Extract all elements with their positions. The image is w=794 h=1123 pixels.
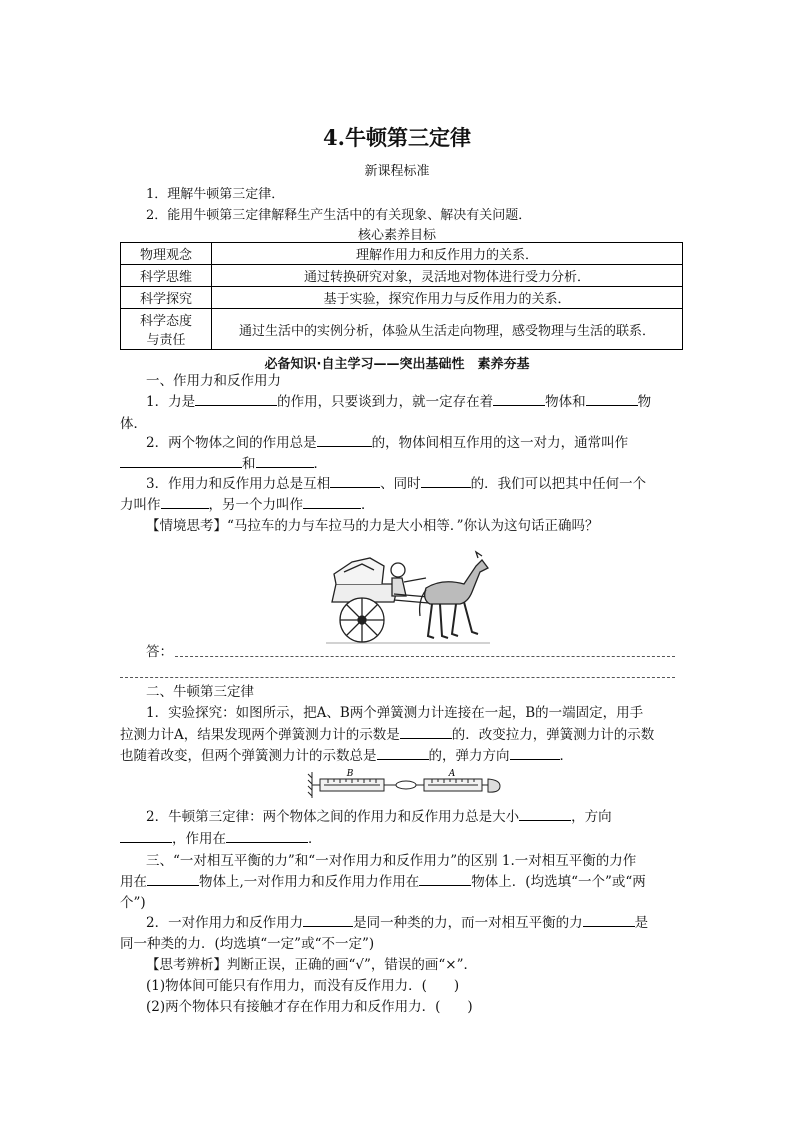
text: 2．牛顿第三定律：两个物体之间的作用力和反作用力总是大小 bbox=[146, 809, 520, 825]
s1-think bbox=[146, 515, 599, 537]
blank bbox=[147, 873, 199, 886]
judge-text: 判断正误，正确的画“√”，错误的画“×”． bbox=[227, 957, 478, 973]
think-tag: 【情境思考】 bbox=[146, 518, 227, 534]
goals-row bbox=[121, 243, 683, 265]
s3-line2 bbox=[120, 871, 646, 893]
text: 物 bbox=[637, 394, 652, 410]
standard-item-1: 1．理解牛顿第三定律． bbox=[146, 187, 285, 202]
goals-value: 基于实验，探究作用力与反作用力的关系． bbox=[212, 287, 683, 309]
goals-row bbox=[121, 287, 683, 309]
s1-p2-line2 bbox=[120, 453, 327, 475]
goals-heading: 核心素养目标 bbox=[357, 228, 436, 243]
goals-key-line-1: 科学态度 bbox=[139, 314, 192, 329]
text: 1．力是 bbox=[146, 394, 196, 410]
blank bbox=[256, 455, 314, 468]
s1-p3-line1 bbox=[146, 473, 646, 495]
text: ． bbox=[361, 497, 375, 513]
goals-value: 通过生活中的实例分析，体验从生活走向物理，感受物理与生活的联系． bbox=[212, 309, 683, 350]
text: 的作用，只要谈到力，就一定存在着 bbox=[277, 394, 494, 410]
text: 的，物体间相互作用的这一对力，通常叫作 bbox=[371, 435, 629, 451]
s3-line3: 个”) bbox=[120, 895, 146, 911]
blank bbox=[120, 455, 242, 468]
text: ，方向 bbox=[571, 809, 612, 825]
judge-question-2: (2)两个物体只有接触才存在作用力和反作用力．( ) bbox=[146, 999, 473, 1015]
page-title: 4.牛顿第三定律 bbox=[323, 125, 471, 150]
blank bbox=[519, 808, 571, 821]
s3-p2-line2: 同一种类的力．(均选填“一定”或“不一定”) bbox=[120, 936, 375, 952]
s2-p1-line2 bbox=[120, 724, 654, 746]
text: 的．改变拉力，弹簧测力计的示数 bbox=[451, 727, 655, 743]
blank bbox=[330, 475, 380, 488]
s1-p3-line2 bbox=[120, 494, 375, 516]
text: ，另一个力叫作 bbox=[208, 497, 303, 513]
text: 是 bbox=[634, 915, 649, 931]
s2-p2-line1 bbox=[146, 806, 612, 828]
s3-line1: 三、“一对相互平衡的力”和“一对作用力和反作用力”的区别 1.一对相互平衡的力作 bbox=[146, 853, 637, 869]
blank bbox=[161, 496, 209, 509]
blank bbox=[493, 393, 545, 406]
judge-question-1: (1)物体间可能只有作用力，而没有反作用力．( ) bbox=[146, 978, 460, 994]
blank bbox=[583, 914, 635, 927]
blank bbox=[510, 747, 560, 760]
text: 也随着改变，但两个弹簧测力计的示数总是 bbox=[120, 748, 377, 764]
scale-b-label: B bbox=[346, 769, 354, 779]
goals-key bbox=[121, 309, 212, 350]
judge-tag: 【思考辨析】 bbox=[146, 957, 227, 973]
text: ． bbox=[313, 456, 327, 472]
standard-heading: 新课程标准 bbox=[364, 164, 430, 179]
text: 的，弹力方向 bbox=[428, 748, 510, 764]
text: 物体上．(均选填“一个”或“两 bbox=[471, 874, 646, 890]
text: 力叫作 bbox=[120, 497, 161, 513]
answer-line-1 bbox=[175, 656, 675, 657]
s1-p2-line1 bbox=[146, 432, 628, 454]
text: ． bbox=[308, 831, 322, 847]
text: 、同时 bbox=[380, 476, 421, 492]
text: 拉测力计A，结果发现两个弹簧测力计的示数是 bbox=[120, 727, 400, 743]
s2-p1-line1: 1．实验探究：如图所示，把A、B两个弹簧测力计连接在一起，B的一端固定，用手 bbox=[146, 705, 644, 721]
goals-row bbox=[121, 265, 683, 287]
blank bbox=[377, 747, 429, 760]
s2-p2-line2 bbox=[120, 828, 322, 850]
text: 和 bbox=[242, 456, 256, 472]
goals-key-line-2: 与责任 bbox=[146, 333, 186, 348]
blank bbox=[120, 830, 172, 843]
text: 物体上,一对作用力和反作用力作用在 bbox=[199, 874, 420, 890]
goals-table bbox=[120, 242, 683, 350]
knowledge-heading: 必备知识·自主学习——突出基础性 素养夯基 bbox=[264, 357, 530, 372]
standard-item-2: 2．能用牛顿第三定律解释生产生活中的有关现象、解决有关问题． bbox=[146, 208, 532, 223]
text: 是同一种类的力，而一对相互平衡的力 bbox=[353, 915, 583, 931]
s2-p1-line3 bbox=[120, 745, 573, 767]
s1-p1-line2: 体． bbox=[120, 416, 147, 432]
horse-cart-illustration bbox=[322, 544, 494, 650]
goals-value: 理解作用力和反作用力的关系． bbox=[212, 243, 683, 265]
blank bbox=[303, 496, 361, 509]
spring-scales-diagram bbox=[306, 766, 502, 802]
text: 用在 bbox=[120, 874, 147, 890]
goals-row bbox=[121, 309, 683, 350]
goals-value: 通过转换研究对象，灵活地对物体进行受力分析． bbox=[212, 265, 683, 287]
answer-label: 答： bbox=[146, 644, 173, 660]
s3-judge bbox=[146, 954, 477, 976]
blank bbox=[400, 726, 452, 739]
s2-heading: 二、牛顿第三定律 bbox=[146, 684, 254, 700]
blank bbox=[303, 914, 353, 927]
text: 2．两个物体之间的作用总是 bbox=[146, 435, 317, 451]
blank bbox=[586, 393, 638, 406]
goals-key: 科学思维 bbox=[121, 265, 212, 287]
scale-a-label: A bbox=[448, 769, 456, 779]
text: 3．作用力和反作用力总是互相 bbox=[146, 476, 331, 492]
blank bbox=[421, 475, 471, 488]
text: 的．我们可以把其中任何一个 bbox=[470, 476, 647, 492]
blank bbox=[226, 830, 308, 843]
blank bbox=[419, 873, 471, 886]
think-text: “马拉车的力与车拉马的力是大小相等．”你认为这句话正确吗？ bbox=[227, 518, 599, 534]
text: ，作用在 bbox=[172, 831, 226, 847]
s1-p1-line1 bbox=[146, 391, 651, 413]
s1-heading: 一、作用力和反作用力 bbox=[146, 373, 281, 389]
goals-key: 科学探究 bbox=[121, 287, 212, 309]
goals-key: 物理观念 bbox=[121, 243, 212, 265]
text: ． bbox=[559, 748, 573, 764]
answer-line-2 bbox=[120, 677, 675, 678]
blank bbox=[195, 393, 277, 406]
s3-p2-line1 bbox=[146, 912, 648, 934]
text: 2．一对作用力和反作用力 bbox=[146, 915, 304, 931]
blank bbox=[317, 434, 372, 447]
text: 物体和 bbox=[545, 394, 586, 410]
